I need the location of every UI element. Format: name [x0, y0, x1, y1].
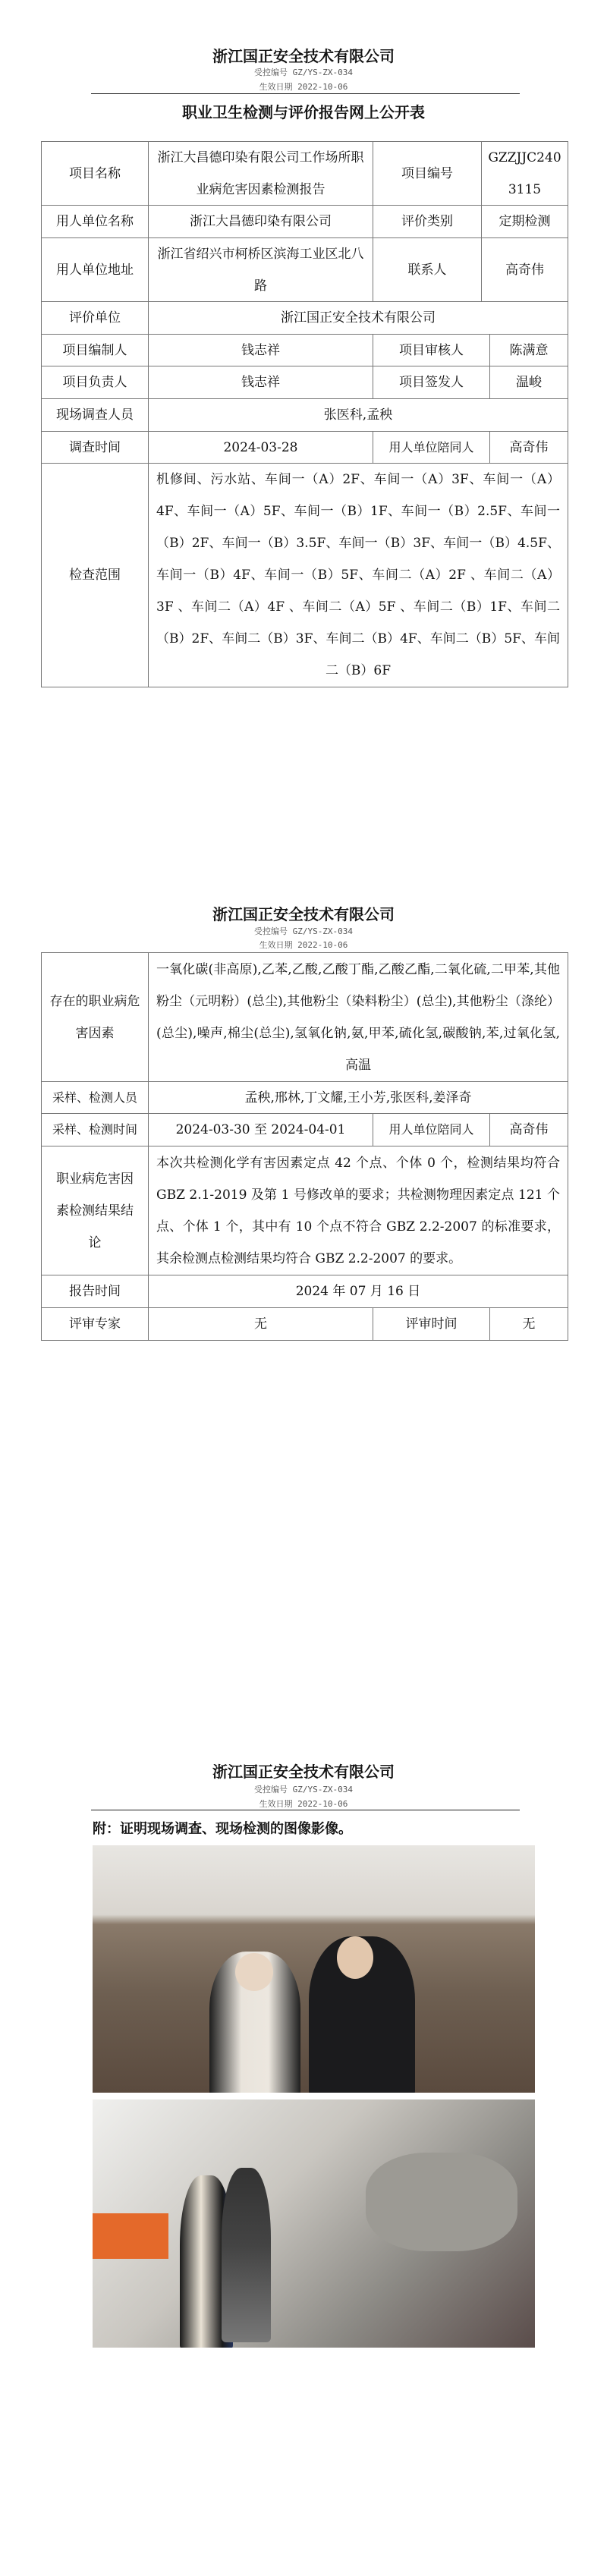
eval-type: 定期检测 — [498, 214, 551, 229]
label-cell: 项目审核人 — [373, 335, 490, 366]
label-cell: 项目编制人 — [42, 335, 149, 366]
table-row — [42, 1146, 568, 1275]
label-cell: 职业病危害因素检测结果结论 — [42, 1146, 149, 1275]
label-cell: 现场调查人员 — [42, 399, 149, 431]
table-row — [42, 238, 568, 302]
project-number: GZZJJC2403115 — [488, 149, 561, 197]
table-row — [42, 1114, 568, 1146]
table-row — [42, 206, 568, 238]
table-row — [42, 366, 568, 399]
label-cell: 评审专家 — [42, 1308, 149, 1340]
effective-date: 生效日期 2022-10-06 — [259, 82, 348, 92]
samplers: 孟秧,邢林,丁文耀,王小芳,张医科,姜泽奇 — [244, 1090, 472, 1106]
table-row — [42, 142, 568, 206]
sampling-time: 2024-03-30 至 2024-04-01 — [149, 1114, 373, 1146]
appendix-caption: 附：证明现场调查、现场检测的图像影像。 — [93, 1821, 352, 1837]
effective-date: 生效日期 2022-10-06 — [259, 940, 348, 950]
review-expert: 无 — [149, 1308, 373, 1340]
companion: 高奇伟 — [509, 439, 549, 455]
control-number: 受控编号 GZ/YS-ZX-034 — [253, 926, 354, 936]
eval-unit: 浙江国正安全技术有限公司 — [281, 310, 436, 326]
company-name: 浙江国正安全技术有限公司 — [212, 47, 395, 65]
label-cell: 项目名称 — [42, 142, 149, 205]
label-cell: 用人单位陪同人 — [373, 432, 490, 463]
conclusion: 本次共检测化学有害因素定点 42 个点、个体 0 个，检测结果均符合 GBZ 2.1-2019 及第 1 号修改单的要求；共检测物理因素定点 121 个点、个体 1 个，其中有 10 个点不符合 GBZ 2.2-2007 的标准要求，其余检测点检测结果均符合 GBZ 2.2-2007 的要求。 — [156, 1155, 560, 1266]
employer-address: 浙江省绍兴市柯桥区滨海工业区北八路 — [149, 238, 373, 301]
table-row — [42, 953, 568, 1082]
label-cell: 采样、检测时间 — [42, 1114, 149, 1146]
company-name: 浙江国正安全技术有限公司 — [212, 905, 395, 923]
label-cell: 存在的职业病危害因素 — [42, 953, 149, 1081]
hazard-factors: 一氧化碳(非高原),乙苯,乙酸,乙酸丁酯,乙酸乙酯,二氧化硫,二甲苯,其他粉尘（元明粉）(总尘),其他粉尘（染料粉尘）(总尘),其他粉尘（涤纶）(总尘),噪声,棉尘(总尘),氢氧化钠,氨,甲苯,硫化氢,碳酸钠,苯,过氧化氢,高温 — [156, 961, 560, 1073]
label-cell: 项目签发人 — [373, 366, 490, 398]
table-row — [42, 335, 568, 366]
report-time: 2024 年 07 月 16 日 — [295, 1284, 421, 1299]
label-cell: 检查范围 — [42, 464, 149, 687]
label-cell: 联系人 — [373, 238, 482, 301]
dyeing-machine — [366, 2153, 517, 2251]
contact-person: 高奇伟 — [505, 262, 544, 278]
label-cell: 用人单位名称 — [42, 206, 149, 237]
label-cell: 报告时间 — [42, 1275, 149, 1307]
control-number: 受控编号 GZ/YS-ZX-034 — [253, 1785, 354, 1794]
table-row — [42, 464, 568, 687]
effective-date: 生效日期 2022-10-06 — [259, 1799, 348, 1809]
table-row — [42, 1082, 568, 1114]
company-name: 浙江国正安全技术有限公司 — [212, 1763, 395, 1781]
label-cell: 项目负责人 — [42, 366, 149, 398]
companion: 高奇伟 — [509, 1122, 549, 1137]
site-testing-photo — [93, 2099, 535, 2348]
project-leader: 钱志祥 — [149, 366, 373, 398]
report-title: 职业卫生检测与评价报告网上公开表 — [182, 103, 425, 121]
control-number: 受控编号 GZ/YS-ZX-034 — [253, 68, 354, 77]
site-survey-photo — [93, 1845, 535, 2093]
table-row — [42, 302, 568, 335]
reviewer: 陈满意 — [509, 342, 549, 358]
review-time: 无 — [522, 1316, 536, 1332]
table-row — [42, 1275, 568, 1308]
hazards-cell — [149, 953, 568, 1081]
disclosure-table-1 — [41, 141, 568, 687]
project-name: 浙江大昌德印染有限公司工作场所职业病危害因素检测报告 — [149, 142, 373, 205]
survey-time: 2024-03-28 — [149, 432, 373, 463]
label-cell: 评审时间 — [373, 1308, 490, 1340]
scope-cell — [149, 464, 568, 687]
person-figure — [222, 2168, 271, 2342]
table-row — [42, 399, 568, 432]
inspection-scope: 机修间、污水站、车间一（A）2F、车间一（A）3F、车间一（A）4F、车间一（A）5F、车间一（B）1F、车间一（B）2.5F、车间一（B）2F、车间一（B）3.5F、车间一（B）3F、车间一（B）4.5F、车间一（B）4F、车间一（B）5F、车间二（A）2F 、车间二（A）3F 、车间二（A）4F 、车间二（A）5F 、车间二（B）1F、车间二（B）2F、车间二（B）3F、车间二（B）4F、车间二（B）5F、车间二（B）6F — [156, 472, 560, 678]
label-cell: 采样、检测人员 — [42, 1082, 149, 1113]
label-cell: 用人单位陪同人 — [373, 1114, 490, 1146]
issuer: 温峻 — [516, 375, 542, 390]
disclosure-table-2 — [41, 952, 568, 1341]
label-cell: 调查时间 — [42, 432, 149, 463]
employer-name: 浙江大昌德印染有限公司 — [149, 206, 373, 237]
table-row — [42, 1308, 568, 1341]
surveyors: 张医科,孟秧 — [323, 407, 393, 423]
label-cell: 评价类别 — [373, 206, 482, 237]
table-row — [42, 432, 568, 464]
person-head — [235, 1953, 273, 1991]
header-divider — [91, 93, 520, 94]
conclusion-cell — [149, 1146, 568, 1275]
label-cell: 项目编号 — [373, 142, 482, 205]
compiler: 钱志祥 — [149, 335, 373, 366]
person-head — [337, 1936, 373, 1979]
orange-bin — [93, 2213, 168, 2259]
label-cell: 用人单位地址 — [42, 238, 149, 301]
label-cell: 评价单位 — [42, 302, 149, 334]
